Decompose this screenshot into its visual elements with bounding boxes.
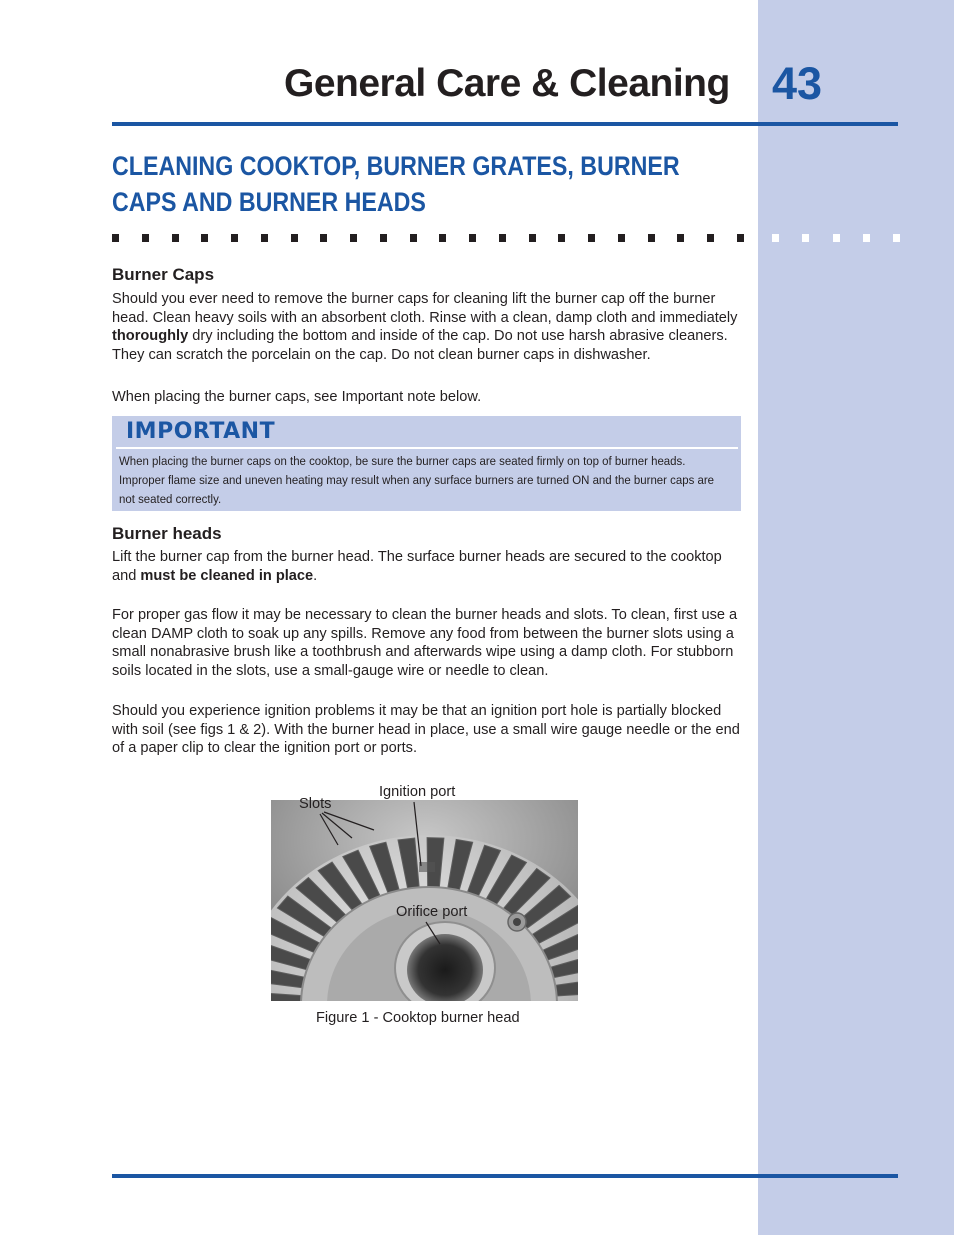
header-rule [112,122,898,126]
divider-dot [737,234,744,242]
divider-dot [201,234,208,242]
important-label: IMPORTANT [126,419,276,444]
dotted-divider [112,234,744,242]
burner-caps-text-a: Should you ever need to remove the burner caps for cleaning lift the burner cap off the burner head. Clean heavy soils with an absorbent cloth. Rinse with a clean, damp cloth and immediately [112,291,738,326]
dotted-divider-sidebar [772,234,900,242]
divider-dot [893,234,900,242]
divider-dot [648,234,655,242]
divider-dot [618,234,625,242]
divider-dot [677,234,684,242]
divider-dot [588,234,595,242]
divider-dot [707,234,714,242]
divider-dot [172,234,179,242]
divider-dot [320,234,327,242]
section-title [112,148,680,220]
divider-dot [380,234,387,242]
burner-caps-text-b: dry including the bottom and inside of the cap. Do not use harsh abrasive cleaners. They can scratch the porcelain on the cap. Do not clean burner caps in dishwasher. [112,328,728,364]
footer-rule [112,1174,898,1178]
divider-dot [350,234,357,242]
section-title-line1: CLEANING COOKTOP, BURNER GRATES, BURNER [112,151,680,181]
burner-head-illustration [271,800,578,1001]
burner-heads-bold: must be cleaned in place [140,567,314,584]
side-band [758,0,954,1235]
divider-dot [802,234,809,242]
divider-dot [772,234,779,242]
figure-caption: Figure 1 - Cooktop burner head [316,1010,520,1026]
divider-dot [499,234,506,242]
divider-dot [558,234,565,242]
slots-label: Slots [299,796,332,812]
divider-dot [529,234,536,242]
burner-caps-paragraph [112,290,740,365]
divider-dot [291,234,298,242]
burner-heads-paragraph-3: Should you experience ignition problems it may be that an ignition port hole is partially blocked with soil (see figs 1 & 2). With the burner head in place, use a small wire gauge needle or the end of a paper clip to clear the ignition port or ports. [112,703,740,757]
important-text: When placing the burner caps on the cooktop, be sure the burner caps are seated firmly on top of burner heads. Improper flame size and uneven heating may result when any surface burners are turned ON and the burner caps are not seated correctly. [119,454,715,506]
burner-heads-paragraph-1 [112,548,740,585]
divider-dot [142,234,149,242]
divider-dot [231,234,238,242]
burner-caps-heading: Burner Caps [112,265,215,284]
burner-heads-paragraph-2: For proper gas flow it may be necessary to clean the burner heads and slots. To clean, first use a clean DAMP cloth to soak up any spills. Remove any food from between the burner slots using a small nonabrasive brush like a toothbrush and afterwards wipe using a damp cloth. For stubborn soils located in the slots, use a small-gauge wire or needle to clean. [112,607,738,680]
burner-heads-text-a: Lift the burner cap from the burner head. The surface burner heads are secured to the cooktop and [112,549,722,584]
divider-dot [112,234,119,242]
divider-dot [410,234,417,242]
burner-caps-note: When placing the burner caps, see Important note below. [112,389,482,405]
orifice-port-label: Orifice port [396,904,468,920]
important-box [112,416,741,511]
divider-dot [439,234,446,242]
burner-heads-heading: Burner heads [112,524,222,543]
burner-heads-text-b: . [313,567,318,584]
burner-head-photo [271,800,578,1001]
section-title-line2: CAPS AND BURNER HEADS [112,187,426,217]
divider-dot [833,234,840,242]
page-title: General Care & Cleaning [284,62,730,105]
divider-dot [863,234,870,242]
burner-caps-bold: thoroughly [112,328,189,345]
important-divider [116,447,738,449]
page-number: 43 [772,58,823,109]
divider-dot [469,234,476,242]
divider-dot [261,234,268,242]
ignition-port-label: Ignition port [379,784,456,800]
